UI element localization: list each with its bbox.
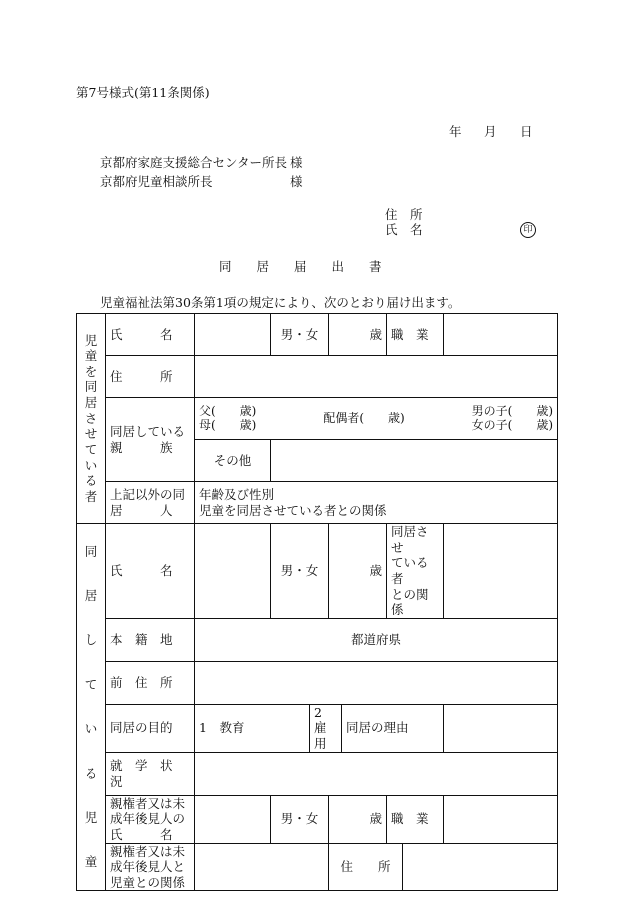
document-title: 同 居 届 出 書 bbox=[219, 259, 382, 274]
s2-school-field[interactable] bbox=[195, 752, 558, 795]
s1-family-relatives[interactable]: 父( 歳) 母( 歳) 配偶者( 歳) 男の子( 歳) 女の子( 歳) bbox=[195, 398, 558, 440]
s2-domicile-label: 本 籍 地 bbox=[106, 618, 195, 661]
s2-school-label: 就 学 状 況 bbox=[106, 752, 195, 795]
s2-prev-address-label: 前 住 所 bbox=[106, 661, 195, 704]
s1-occupation-label: 職 業 bbox=[387, 314, 444, 356]
s2-reason-label: 同居の理由 bbox=[342, 704, 444, 752]
s2-age-field[interactable]: 歳 bbox=[329, 524, 387, 619]
addressee-center-name: 京都府家庭支援総合センター所長 bbox=[100, 155, 288, 170]
s2-relation-label: 同居させ ている者 との関係 bbox=[387, 524, 444, 619]
s1-age-field[interactable]: 歳 bbox=[329, 314, 387, 356]
s1-other-cohab-field[interactable]: 年齢及び性別 児童を同居させている者との関係 bbox=[195, 482, 558, 524]
addressee-center-honorific: 様 bbox=[290, 155, 303, 170]
s2-prev-address-field[interactable] bbox=[195, 661, 558, 704]
seal-mark: 印 bbox=[520, 222, 536, 238]
s2-guardian-relation-label: 親権者又は未 成年後見人と 児童との関係 bbox=[106, 843, 195, 891]
s2-guardian-name-label: 親権者又は未 成年後見人の 氏 名 bbox=[106, 795, 195, 843]
s1-others-field[interactable] bbox=[271, 440, 558, 482]
s1-spouse: 配偶者( 歳) bbox=[323, 410, 405, 425]
addressee-consultation-honorific: 様 bbox=[290, 174, 303, 189]
s1-other-cohab-label: 上記以外の同 居 人 bbox=[106, 482, 195, 524]
s1-sex-field[interactable]: 男・女 bbox=[271, 314, 329, 356]
section1-vertical-label: 児 童 を 同 居 さ せ て い る 者 bbox=[77, 314, 106, 524]
s1-occupation-field[interactable] bbox=[444, 314, 558, 356]
form-number: 第7号様式(第11条関係) bbox=[76, 85, 210, 100]
addressee-consultation-name: 京都府児童相談所長 bbox=[100, 174, 213, 189]
date-day-label: 日 bbox=[520, 124, 533, 139]
s2-guardian-occupation-label: 職 業 bbox=[387, 795, 444, 843]
date-month-label: 月 bbox=[484, 124, 497, 139]
s2-purpose-education[interactable]: 1 教育 bbox=[195, 704, 310, 752]
intro-text: 児童福祉法第30条第1項の規定により、次のとおり届け出ます。 bbox=[100, 295, 461, 310]
date-year-label: 年 bbox=[449, 124, 462, 139]
s2-guardian-sex-field[interactable]: 男・女 bbox=[271, 795, 329, 843]
s2-guardian-address-field[interactable] bbox=[403, 843, 558, 891]
s2-sex-field[interactable]: 男・女 bbox=[271, 524, 329, 619]
form-table bbox=[76, 313, 558, 891]
applicant-name-label: 氏 名 bbox=[385, 222, 423, 237]
s2-domicile-field[interactable]: 都道府県 bbox=[195, 618, 558, 661]
s1-address-field[interactable] bbox=[195, 356, 558, 398]
s2-reason-field[interactable] bbox=[444, 704, 558, 752]
s2-guardian-relation-field[interactable] bbox=[195, 843, 329, 891]
section2-vertical-label: 同 居 し て い る 児 童 bbox=[77, 524, 106, 891]
applicant-address-label: 住 所 bbox=[385, 207, 423, 222]
s1-others-label: その他 bbox=[195, 440, 271, 482]
s2-name-label: 氏 名 bbox=[106, 524, 195, 619]
s2-guardian-name-field[interactable] bbox=[195, 795, 271, 843]
s1-family-label: 同居している 親 族 bbox=[106, 398, 195, 482]
s2-purpose-employment[interactable]: 2 雇用 bbox=[310, 704, 342, 752]
s1-name-field[interactable] bbox=[195, 314, 271, 356]
s2-guardian-occupation-field[interactable] bbox=[444, 795, 558, 843]
s1-address-label: 住 所 bbox=[106, 356, 195, 398]
s2-name-field[interactable] bbox=[195, 524, 271, 619]
s2-purpose-label: 同居の目的 bbox=[106, 704, 195, 752]
s2-guardian-address-label: 住 所 bbox=[329, 843, 403, 891]
s2-guardian-age-field[interactable]: 歳 bbox=[329, 795, 387, 843]
s2-relation-field[interactable] bbox=[444, 524, 558, 619]
s1-name-label: 氏 名 bbox=[106, 314, 195, 356]
